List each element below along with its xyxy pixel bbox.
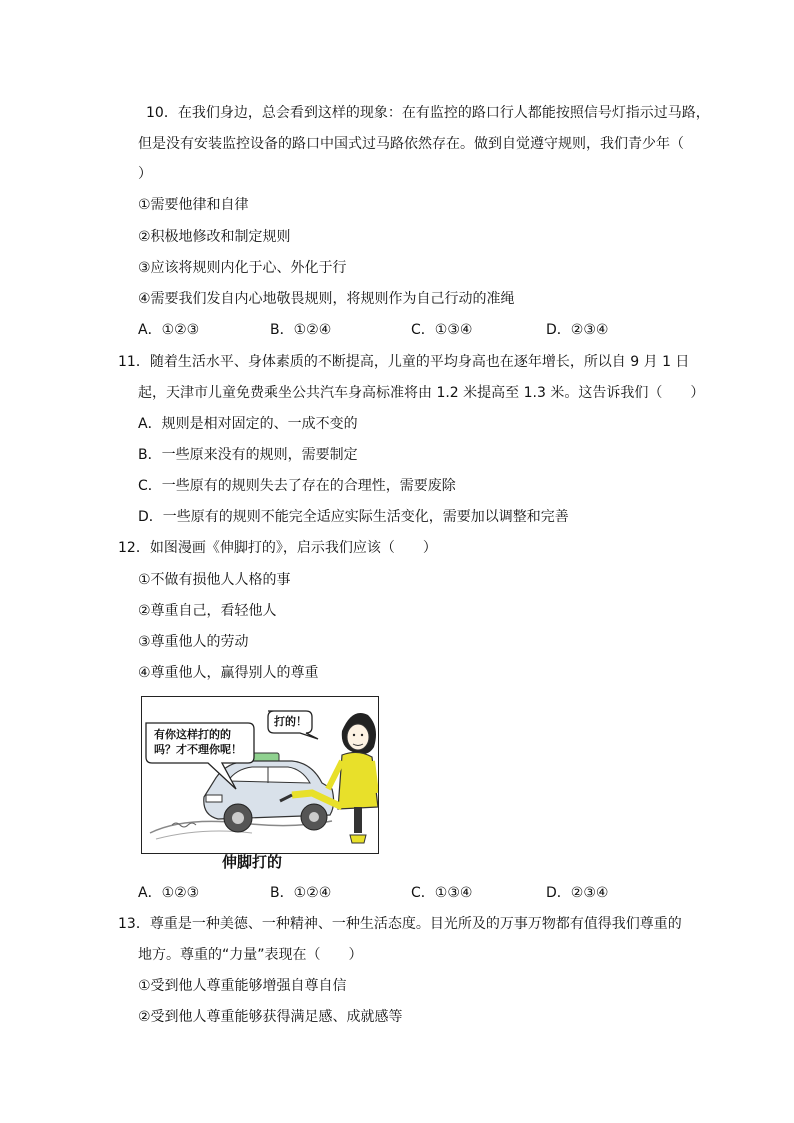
q12-option-b[interactable]: B．①②④	[270, 885, 332, 901]
cartoon-bubble-right: 打的！	[274, 715, 307, 728]
cartoon-bubble-left-line-1: 有你这样打的的	[154, 728, 231, 741]
q12-item: ④尊重他人，赢得别人的尊重	[138, 665, 319, 681]
q10-item: ①需要他律和自律	[138, 197, 249, 213]
q12-item: ②尊重自己，看轻他人	[138, 603, 277, 619]
q11-option-b[interactable]: B．一些原来没有的规则，需要制定	[138, 447, 358, 463]
q13-stem-line-1: 13．尊重是一种美德、一种精神、一种生活态度。目光所及的万事万物都有值得我们尊重的	[118, 916, 682, 932]
cartoon-bubble-left-line-2: 吗？才不理你呢！	[154, 743, 242, 756]
q11-option-d[interactable]: D．一些原有的规则不能完全适应实际生活变化，需要加以调整和完善	[138, 509, 569, 525]
q13-item: ②受到他人尊重能够获得满足感、成就感等	[138, 1009, 403, 1025]
q12-stem: 12．如图漫画《伸脚打的》，启示我们应该（ ）	[118, 540, 437, 556]
q12-item: ③尊重他人的劳动	[138, 634, 249, 650]
q13-item: ①受到他人尊重能够增强自尊自信	[138, 978, 347, 994]
cartoon-drawing	[142, 697, 378, 853]
q12-option-d[interactable]: D．②③④	[546, 885, 609, 901]
q11-option-c[interactable]: C．一些原有的规则失去了存在的合理性，需要废除	[138, 478, 456, 494]
q12-option-c[interactable]: C．①③④	[411, 885, 473, 901]
q10-item: ②积极地修改和制定规则	[138, 229, 291, 245]
q10-option-d[interactable]: D．②③④	[546, 322, 609, 338]
q10-option-a[interactable]: A．①②③	[138, 322, 200, 338]
q11-option-a[interactable]: A．规则是相对固定的、一成不变的	[138, 416, 358, 432]
cartoon-caption: 伸脚打的	[222, 853, 283, 871]
q12-option-a[interactable]: A．①②③	[138, 885, 200, 901]
q10-stem-line-1: 10．在我们身边，总会看到这样的现象：在有监控的路口行人都能按照信号灯指示过马路，	[146, 105, 710, 121]
q13-stem-line-2: 地方。尊重的“力量”表现在（ ）	[138, 947, 363, 963]
q10-stem-line-2: 但是没有安装监控设备的路口中国式过马路依然存在。做到自觉遵守规则，我们青少年（	[138, 136, 684, 152]
q12-item: ①不做有损他人人格的事	[138, 572, 291, 588]
q11-stem-line-2: 起，天津市儿童免费乘坐公共汽车身高标准将由 1.2 米提高至 1.3 米。这告诉我们（ ）	[138, 385, 705, 401]
q10-option-c[interactable]: C．①③④	[411, 322, 473, 338]
q10-item: ④需要我们发自内心地敬畏规则，将规则作为自己行动的准绳	[138, 291, 515, 307]
q11-stem-line-1: 11．随着生活水平、身体素质的不断提高，儿童的平均身高也在逐年增长，所以自 9 月 1 日	[118, 354, 690, 370]
cartoon-illustration	[141, 696, 379, 854]
q10-option-b[interactable]: B．①②④	[270, 322, 332, 338]
q10-stem-line-3: ）	[138, 166, 152, 182]
q10-item: ③应该将规则内化于心、外化于行	[138, 260, 347, 276]
